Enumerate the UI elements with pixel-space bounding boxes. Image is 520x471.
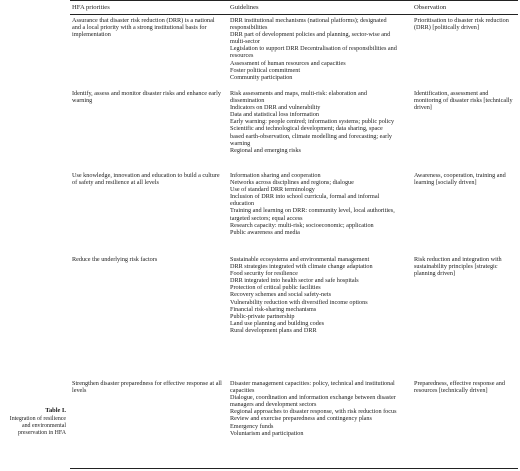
header-observation: Observation: [414, 4, 447, 11]
bottom-rule: [70, 468, 518, 469]
guideline-item: Foster political commitment: [230, 66, 301, 74]
guideline-item: Public awareness and media: [230, 228, 300, 236]
guideline-item: Research capacity: multi-risk; socioeconomic; application: [230, 221, 374, 229]
guideline-item: Rural development plans and DRR: [230, 326, 317, 334]
row-3-observation: Awareness, cooperation, training and learning [socially driven]: [414, 172, 506, 187]
guideline-item: Data and statistical loss information: [230, 111, 320, 119]
row-5-observation: Preparedness, effective response and resources [technically driven]: [414, 380, 505, 395]
row-5-guidelines: [230, 380, 398, 437]
row-4-observation: Risk reduction and integration with sustainability principles [strategic planning driven]: [414, 256, 502, 278]
guideline-item: Assessment of human resources and capacities: [230, 59, 346, 67]
guideline-item: Financial risk-sharing mechanisms: [230, 305, 317, 313]
guideline-item: Emergency funds: [230, 422, 274, 430]
guideline-item: Inclusion of DRR into school curricula, formal and informal education: [230, 193, 380, 208]
table-caption: [4, 408, 66, 437]
guideline-item: Regional approaches to disaster response, with risk reduction focus: [230, 408, 397, 416]
row-4-guidelines: [230, 256, 398, 334]
header-rule: [70, 14, 518, 15]
row-4-priority: Reduce the underlying risk factors: [72, 256, 158, 263]
row-2-observation: Identification, assessment and monitoring of disaster risks [technically driven]: [414, 90, 513, 112]
guideline-item: Recovery schemes and social safety-nets: [230, 291, 332, 299]
row-1-observation: Prioritisation to disaster risk reduction (DRR) [politically driven]: [414, 17, 509, 32]
guideline-item: Sustainable ecosystems and environmental management: [230, 256, 370, 263]
guideline-item: Legislation to support DRR Decentralisation of responsibilities and resources: [230, 45, 397, 60]
guideline-item: Networks across disciplines and regions; dialogue: [230, 179, 354, 187]
guideline-item: Land use planning and building codes: [230, 319, 324, 327]
row-2-guidelines: [230, 90, 398, 154]
guideline-item: Voluntarism and participation: [230, 429, 304, 437]
guideline-item: Disaster management capacities: policy, technical and institutional capacities: [230, 380, 395, 395]
guideline-item: DRR strategies integrated with climate change adaptation: [230, 263, 373, 271]
row-1-priority: Assurance that disaster risk reduction (DRR) is a national and a local priority with a strong institutional basis for implementation: [72, 17, 215, 39]
guideline-item: Regional and emerging risks: [230, 146, 301, 154]
guideline-item: DRR part of development policies and planning, sector-wise and multi-sector: [230, 31, 391, 46]
guideline-item: Dialogue, coordination and information exchange between disaster managers and development sectors: [230, 394, 396, 409]
row-5-priority: Strengthen disaster preparedness for effective response at all levels: [72, 380, 222, 395]
hfa-table: [70, 0, 518, 471]
row-1-guidelines: [230, 17, 398, 81]
guideline-item: DRR institutional mechanisms (national platforms); designated responsibilities: [230, 17, 387, 32]
guideline-item: Early warning: people centred; information systems; public policy: [230, 118, 395, 126]
row-3-priority: Use knowledge, innovation and education to build a culture of safety and resilience at all levels: [72, 172, 220, 187]
table-caption-title: Table I.: [45, 407, 66, 414]
guideline-item: Use of standard DRR terminology: [230, 186, 315, 194]
guideline-item: Information sharing and cooperation: [230, 172, 321, 179]
guideline-item: Risk assessments and maps, multi-risk: elaboration and dissemination: [230, 90, 367, 105]
guideline-item: Food security for resilience: [230, 270, 298, 278]
guideline-item: Community participation: [230, 73, 293, 81]
guideline-item: Scientific and technological development; data sharing, space based earth-observation, climate modelling and forecasting; early warning: [230, 125, 393, 147]
header-guidelines: Guidelines: [230, 4, 259, 11]
guideline-item: DRR integrated into health sector and safe hospitals: [230, 277, 359, 285]
guideline-item: Protection of critical public facilities: [230, 284, 321, 292]
header-hfa-priorities: HFA priorities: [72, 4, 110, 11]
guideline-item: Training and learning on DRR: community level, local authorities, targeted sectors; equal access: [230, 207, 395, 222]
guideline-item: Review and exercise preparedness and contingency plans: [230, 415, 372, 423]
row-3-guidelines: [230, 172, 398, 236]
table-caption-text: Integration of resilience and environmental preservation in HFA: [9, 415, 66, 436]
top-rule: [70, 0, 518, 1]
row-2-priority: Identify, assess and monitor disaster risks and enhance early warning: [72, 90, 221, 105]
guideline-item: Indicators on DRR and vulnerability: [230, 104, 321, 112]
guideline-item: Public-private partnership: [230, 312, 295, 320]
guideline-item: Vulnerability reduction with diversified income options: [230, 298, 368, 306]
